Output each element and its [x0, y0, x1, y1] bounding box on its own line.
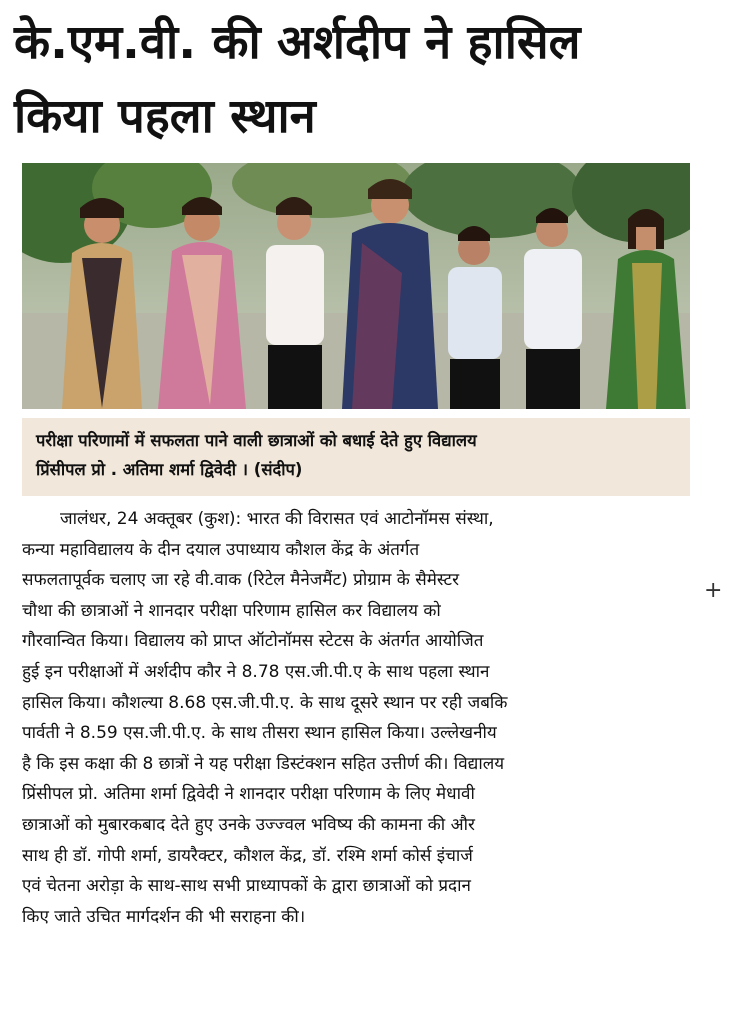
margin-plus-mark: +	[704, 578, 723, 603]
photo-caption	[22, 418, 690, 484]
article-headline	[14, 6, 714, 154]
body-line-5: गौरवान्वित किया। विद्यालय को प्राप्त ऑटोनॉमस स्टेटस के अंतर्गत आयोजित	[22, 631, 484, 652]
body-line-6: हुई इन परीक्षाओं में अर्शदीप कौर ने 8.78 एस.जी.पी.ए के साथ पहला स्थान	[22, 661, 490, 682]
headline-line-2: किया पहला स्थान	[14, 89, 316, 144]
body-line-1: जालंधर, 24 अक्तूबर (कुश): भारत की विरासत एवं आटोनॉमस संस्था,	[60, 509, 494, 529]
body-line-2: कन्या महाविद्यालय के दीन दयाल उपाध्याय कौशल केंद्र के अंतर्गत	[22, 539, 420, 560]
body-line-7: हासिल किया। कौशल्या 8.68 एस.जी.पी.ए. के साथ दूसरे स्थान पर रही जबकि	[22, 692, 508, 713]
article-body	[22, 504, 698, 932]
body-line-9: है कि इस कक्षा की 8 छात्रों ने यह परीक्षा डिस्टंक्शन सहित उत्तीर्ण की। विद्यालय	[22, 753, 505, 774]
body-line-4: चौथा की छात्राओं ने शानदार परीक्षा परिणाम हासिल कर विद्यालय को	[22, 600, 441, 621]
news-photo	[22, 163, 690, 409]
body-line-11: छात्राओं को मुबारकबाद देते हुए उनके उज्ज्वल भविष्य की कामना की और	[22, 814, 475, 835]
body-line-14: किए जाते उचित मार्गदर्शन की भी सराहना की।	[22, 906, 306, 927]
headline-line-1: के.एम.वी. की अर्शदीप ने हासिल	[14, 15, 581, 70]
body-line-8: पार्वती ने 8.59 एस.जी.पी.ए. के साथ तीसरा स्थान हासिल किया। उल्लेखनीय	[22, 723, 497, 744]
caption-line-1: परीक्षा परिणामों में सफलता पाने वाली छात्राओं को बधाई देते हुए विद्यालय	[36, 431, 477, 450]
body-line-3: सफलतापूर्वक चलाए जा रहे वी.वाक (रिटेल मैनेजमैंट) प्रोग्राम के सैमेस्टर	[22, 570, 460, 591]
photo-caption-box	[22, 418, 690, 496]
body-line-12: साथ ही डॉ. गोपी शर्मा, डायरैक्टर, कौशल केंद्र, डॉ. रश्मि शर्मा कोर्स इंचार्ज	[22, 845, 473, 866]
body-line-10: प्रिंसीपल प्रो. अतिमा शर्मा द्विवेदी ने शानदार परीक्षा परिणाम के लिए मेधावी	[22, 784, 475, 805]
caption-line-2: प्रिंसीपल प्रो . अतिमा शर्मा द्विवेदी । (संदीप)	[36, 460, 303, 479]
body-line-13: एवं चेतना अरोड़ा के साथ-साथ सभी प्राध्यापकों के द्वारा छात्राओं को प्रदान	[22, 876, 471, 897]
